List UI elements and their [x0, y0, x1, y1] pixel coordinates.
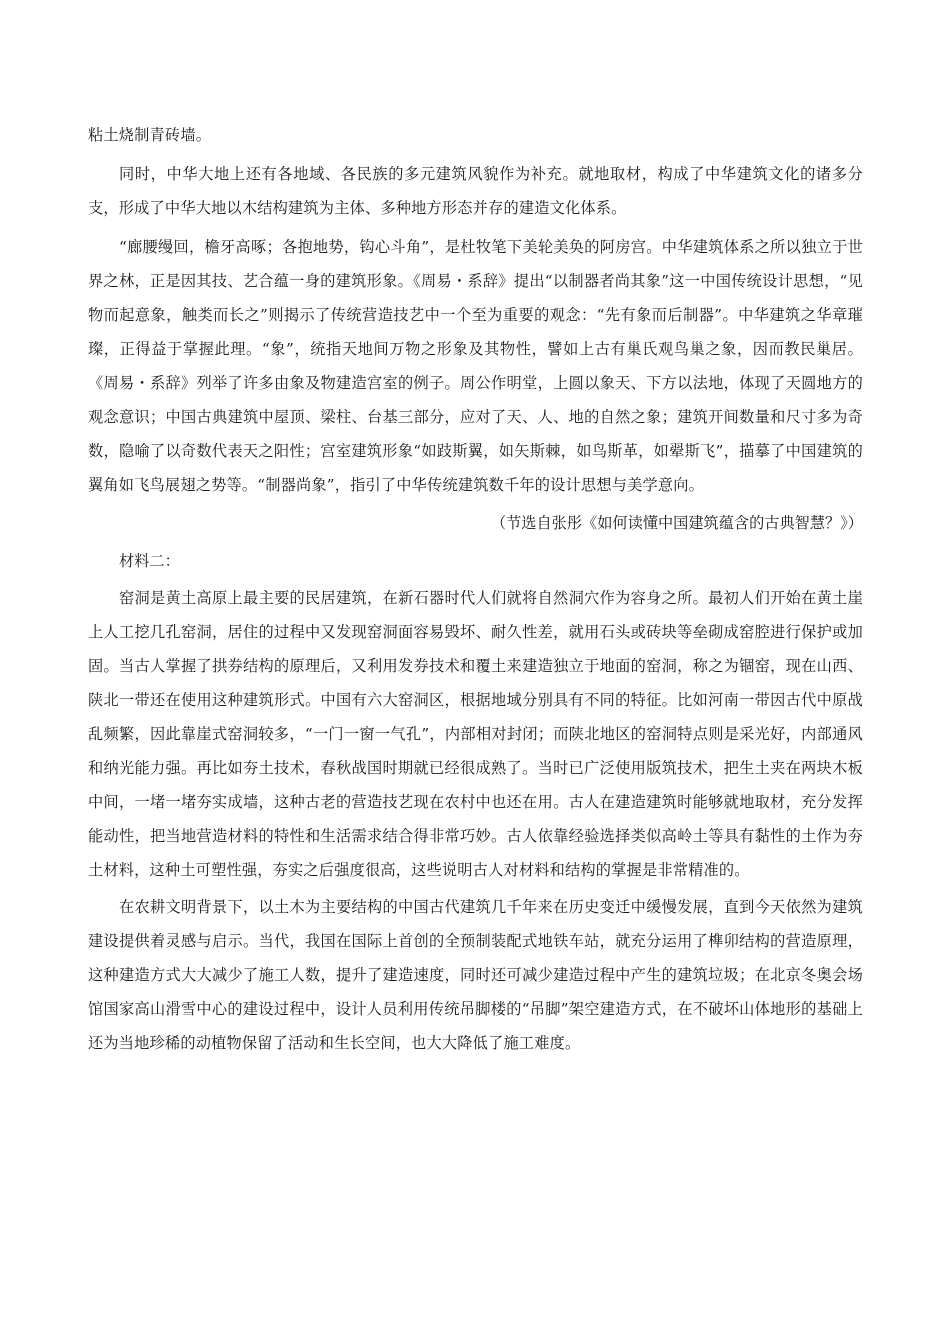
paragraph-zhiqi-shangxiang: “廊腰缦回，檐牙高啄；各抱地势，钩心斗角”，是杜牧笔下美轮美奂的阿房宫。中华建筑体系之所以独立于世界之林，正是因其技、艺合蕴一身的建筑形象。《周易・系辞》提出“以制器者尚其象”这一中国传统设计思想，“见物而起意象，触类而长之”则揭示了传统营造技艺中一个至为重要的观念：“先有象而后制器”。中华建筑之华章璀璨，正得益于掌握此理。“象”，统指天地间万物之形象及其物性，譬如上古有巢氏观鸟巢之象，因而教民巢居。《周易・系辞》列举了许多由象及物建造宫室的例子。周公作明堂，上圆以象天、下方以法地，体现了天圆地方的观念意识；中国古典建筑中屋顶、梁柱、台基三部分，应对了天、人、地的自然之象；建筑开间数量和尺寸多为奇数，隐喻了以奇数代表天之阳性；宫室建筑形象“如跂斯翼，如矢斯棘，如鸟斯革，如翚斯飞”，描摹了中国建筑的翼角如飞鸟展翅之势等。“制器尚象”，指引了中华传统建筑数千年的设计思想与美学意向。: [88, 238, 863, 494]
paragraph-cave-dwellings: 窑洞是黄土高原上最主要的民居建筑，在新石器时代人们就将自然洞穴作为容身之所。最初人们开始在黄土崖上人工挖几孔窑洞，居住的过程中又发现窑洞面容易毁坏、耐久性差，就用石头或砖块等垒砌成窑腔进行保护或加固。当古人掌握了拱券结构的原理后，又利用发券技术和覆土来建造独立于地面的窑洞，称之为锢窑，现在山西、陕北一带还在使用这种建筑形式。中国有六大窑洞区，根据地域分别具有不同的特征。比如河南一带因古代中原战乱频繁，因此靠崖式窑洞较多，“一门一窗一气孔”，内部相对封闭；而陕北地区的窑洞特点则是采光好，内部通风和纳光能力强。再比如夯土技术，春秋战国时期就已经很成熟了。当时已广泛使用版筑技术，把生土夹在两块木板中间，一堵一堵夯实成墙，这种古老的营造技艺现在农村中也还在用。古人在建造建筑时能够就地取材，充分发挥能动性，把当地营造材料的特性和生活需求结合得非常巧妙。古人依靠经验选择类似高岭土等具有黏性的土作为夯土材料，这种土可塑性强，夯实之后强度很高，这些说明古人对材料和结构的掌握是非常精准的。: [88, 589, 863, 879]
paragraph-regional-diversity: 同时，中华大地上还有各地域、各民族的多元建筑风貌作为补充。就地取材，构成了中华建筑文化的诸多分支，形成了中华大地以木结构建筑为主体、多种地方形态并存的建造文化体系。: [88, 165, 863, 217]
paragraph-modern-inspiration: 在农耕文明背景下，以土木为主要结构的中国古代建筑几千年来在历史变迁中缓慢发展，直到今天依然为建筑建设提供着灵感与启示。当代，我国在国际上首创的全预制装配式地铁车站，就充分运用了榫卯结构的营造原理，这种建造方式大大减少了施工人数，提升了建造速度，同时还可减少建造过程中产生的建筑垃圾；在北京冬奥会场馆国家高山滑雪中心的建设过程中，设计人员利用传统吊脚楼的“吊脚”架空建造方式，在不破坏山体地形的基础上还为当地珍稀的动植物保留了活动和生长空间，也大大降低了施工难度。: [88, 898, 863, 1052]
paragraph-continuation: 粘土烧制青砖墙。: [88, 126, 212, 144]
source-citation: （节选自张彤《如何读懂中国建筑蕴含的古典智慧？》）: [490, 514, 863, 532]
material-2-heading: 材料二：: [119, 552, 180, 570]
document-page: [88, 118, 863, 1060]
